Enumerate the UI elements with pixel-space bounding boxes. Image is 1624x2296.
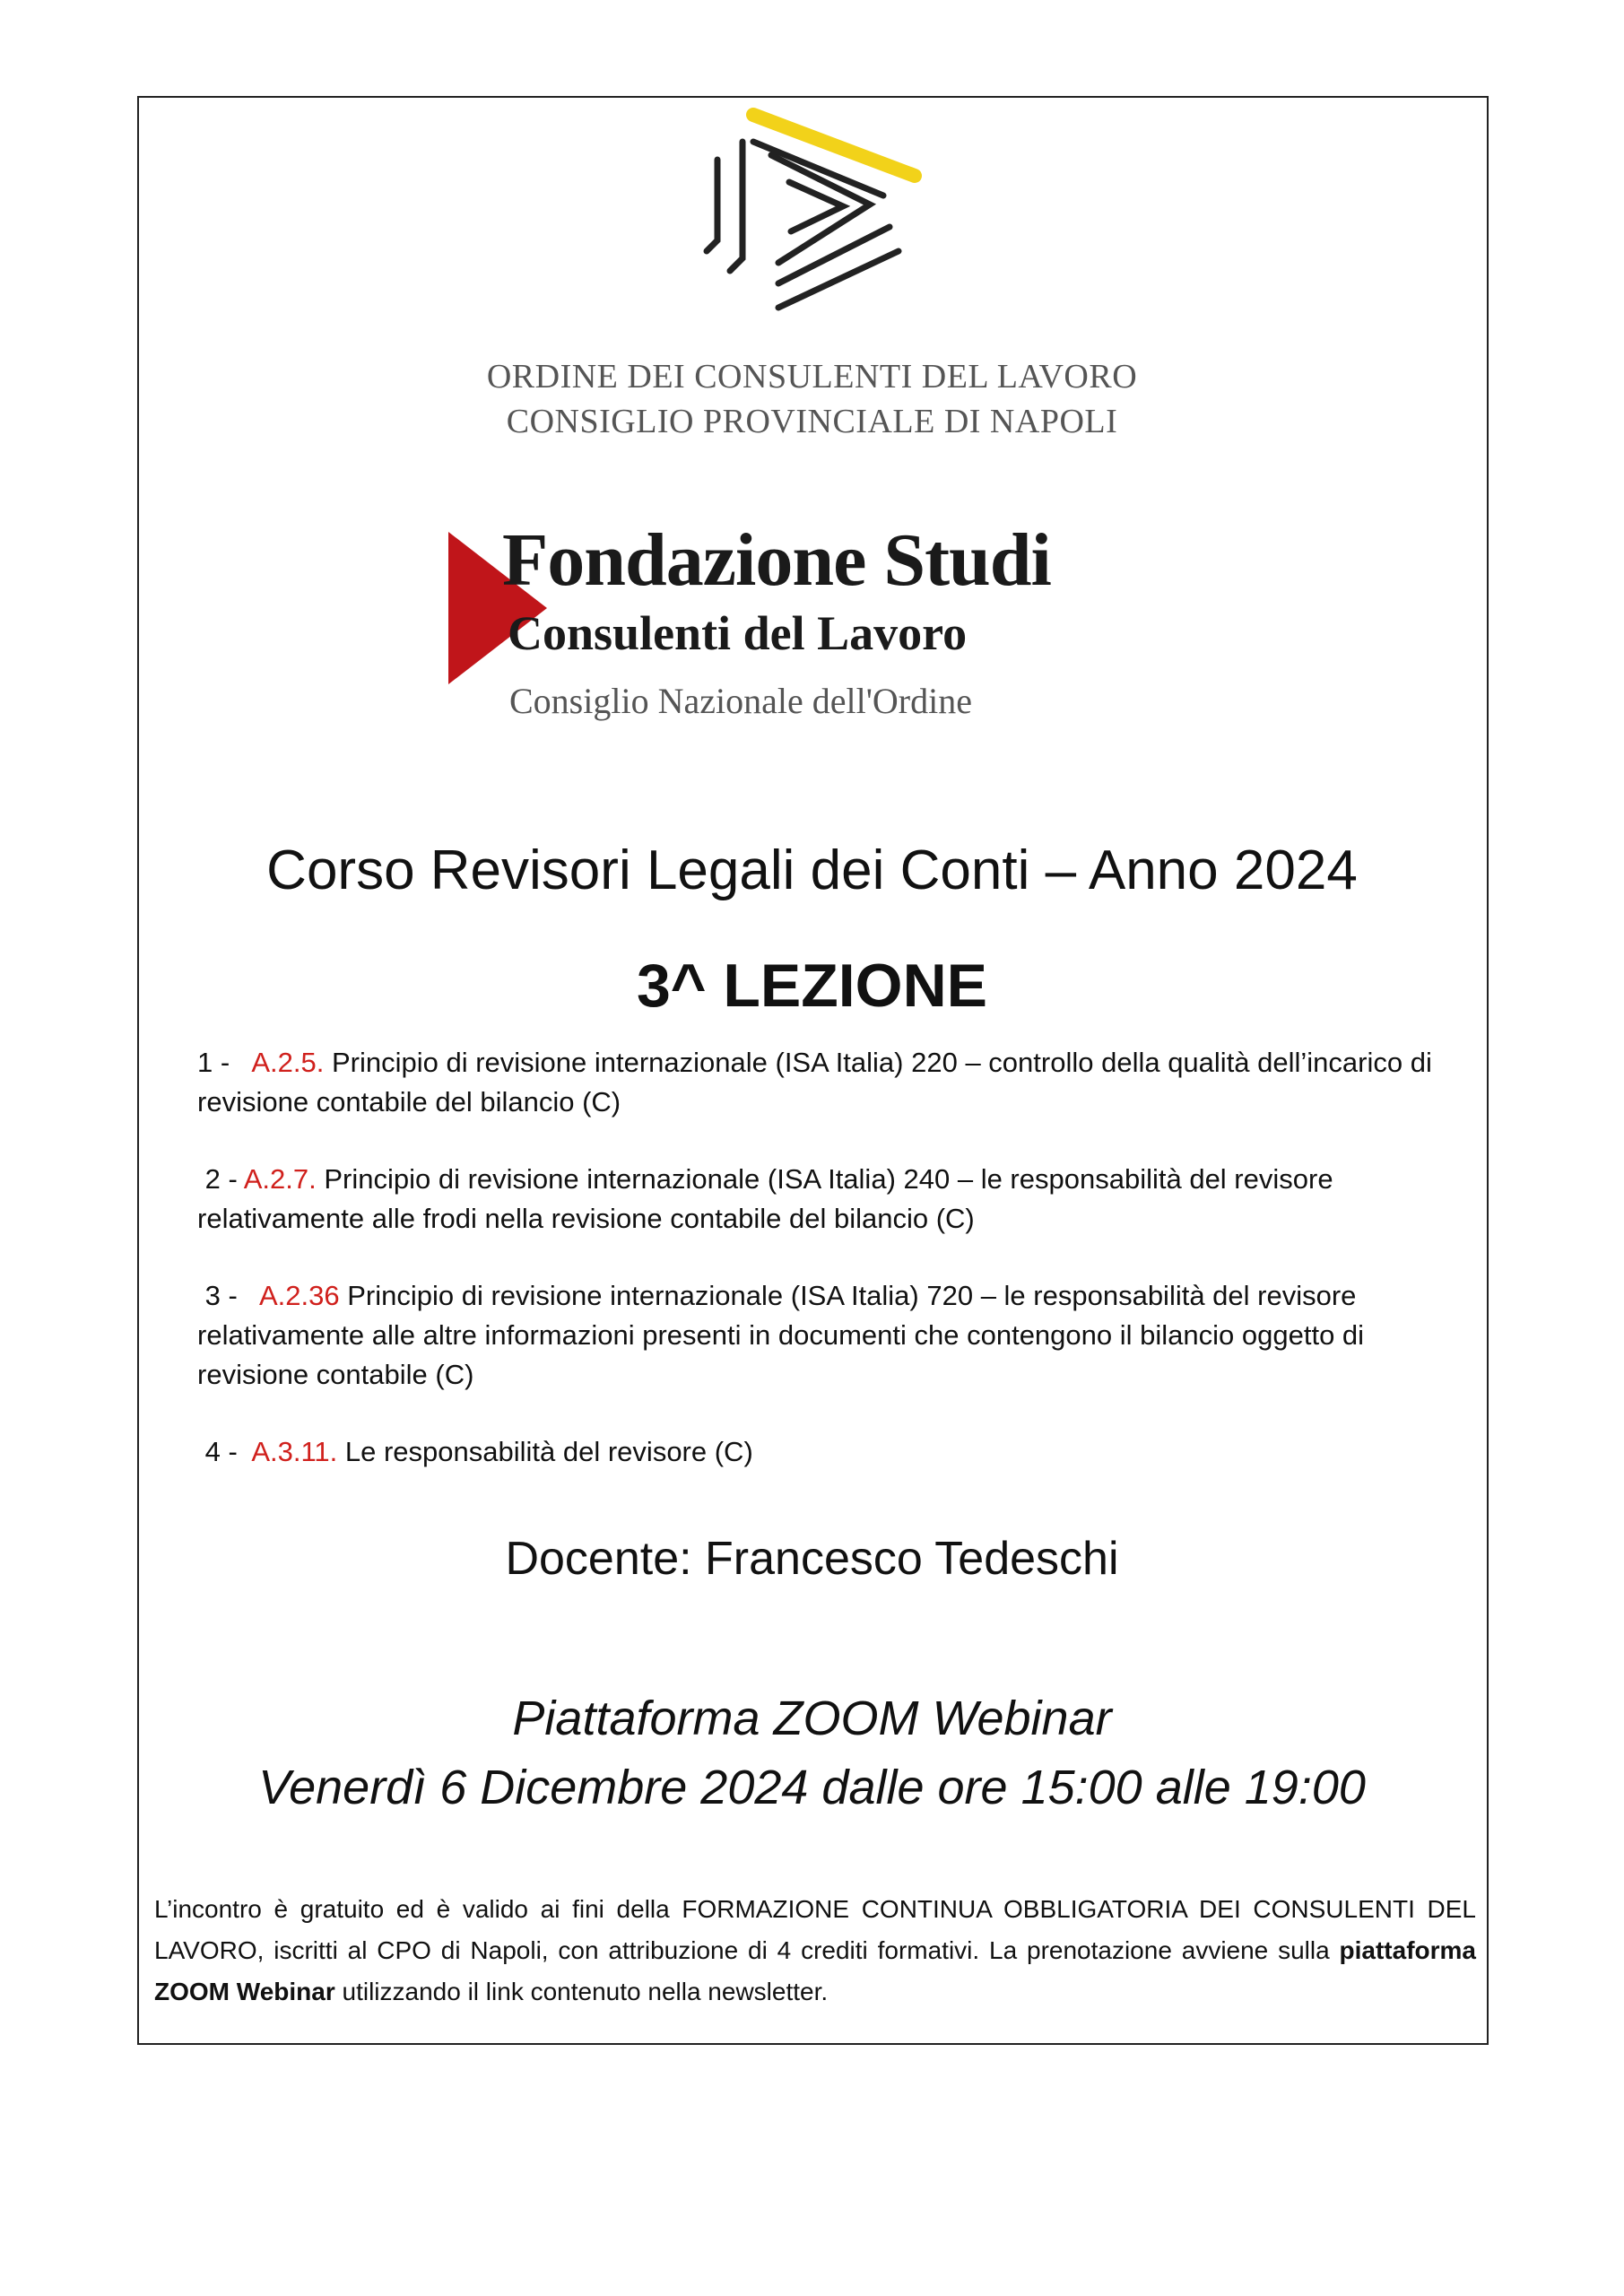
topic-item (197, 1043, 1471, 1122)
course-title: Corso Revisori Legali dei Conti – Anno 2024 (266, 839, 1358, 901)
topics-list (197, 1043, 1471, 1509)
cdl-stylized-logo-icon (690, 106, 933, 330)
topic-text: Principio di revisione internazionale (ISA Italia) 240 – le responsabilità del revisore relativamente alle frodi nella revisione contabile del bilancio (C) (197, 1163, 1333, 1234)
topic-code: A.2.5. (251, 1047, 325, 1078)
note-text: L’incontro è gratuito ed è valido ai fini della FORMAZIONE CONTINUA OBBLIGATORIA DEI CONSULENTI DEL LAVORO, iscritti al CPO di Napoli, con attribuzione di 4 crediti formativi. La prenotazione avviene sulla (154, 1895, 1476, 1964)
topic-number: 2 - (204, 1163, 238, 1195)
topic-number: 3 - (204, 1280, 238, 1311)
topic-item (197, 1276, 1471, 1395)
ordine-line1: ORDINE DEI CONSULENTI DEL LAVORO (486, 358, 1138, 396)
fondazione-subtitle: Consulenti del Lavoro (508, 606, 968, 660)
topic-code: A.3.11. (251, 1436, 338, 1467)
topic-text: Le responsabilità del revisore (C) (344, 1436, 753, 1467)
topic-code: A.2.36 (258, 1280, 340, 1311)
footer-note (154, 1889, 1476, 2013)
ordine-line2: CONSIGLIO PROVINCIALE DI NAPOLI (506, 403, 1118, 440)
topic-number: 4 - (204, 1436, 238, 1467)
topic-number: 1 - (197, 1047, 230, 1078)
teacher-name: Docente: Francesco Tedeschi (505, 1533, 1119, 1585)
fondazione-council: Consiglio Nazionale dell'Ordine (509, 681, 972, 721)
date-time-line: Venerdì 6 Dicembre 2024 dalle ore 15:00 alle 19:00 (258, 1761, 1366, 1814)
topic-item (197, 1432, 1471, 1472)
topic-text: Principio di revisione internazionale (ISA Italia) 220 – controllo della qualità dell’incarico di revisione contabile del bilancio (C) (197, 1047, 1432, 1118)
note-text-end: utilizzando il link contenuto nella newsletter. (334, 1978, 829, 2005)
platform-line: Piattaforma ZOOM Webinar (512, 1692, 1112, 1745)
note-platform: piattaforma ZOOM Webinar (154, 1936, 1476, 2005)
lesson-heading: 3^ LEZIONE (636, 952, 988, 1020)
topic-code: A.2.7. (243, 1163, 317, 1195)
topic-item (197, 1160, 1471, 1239)
fondazione-title: Fondazione Studi (502, 518, 1051, 602)
topic-text: Principio di revisione internazionale (ISA Italia) 720 – le responsabilità del revisore relativamente alle altre informazioni presenti in documenti che contengono il bilancio oggetto di revisione contabile (C) (197, 1280, 1365, 1390)
